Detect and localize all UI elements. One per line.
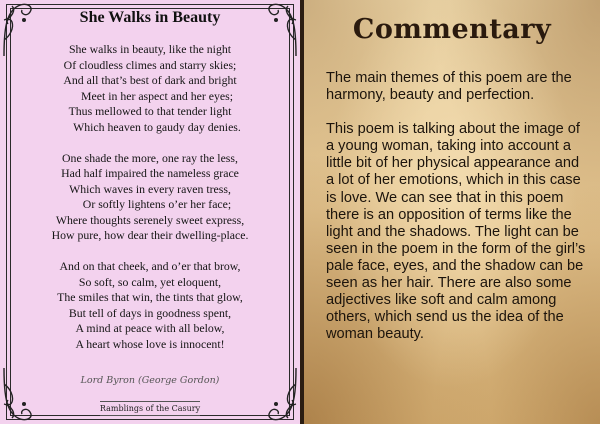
poem-line: A mind at peace with all below, <box>75 321 225 335</box>
poem-body <box>0 42 300 368</box>
poem-line: One shade the more, one ray the less, <box>62 150 238 165</box>
poem-author: Lord Byron (George Gordon) <box>80 375 220 386</box>
poem-line: Where thoughts serenely sweet express, <box>55 212 245 227</box>
ornament-corner-icon <box>260 364 300 424</box>
poem-line: And on that cheek, and o’er that brow, <box>59 259 241 273</box>
publisher-rule-top <box>100 401 200 402</box>
commentary-title: Commentary <box>352 14 552 45</box>
poem-line: Or softly lightens o’er her face; <box>82 197 232 211</box>
poem-line: Which heaven to gaudy day denies. <box>73 119 241 134</box>
poem-line: Had half impaired the nameless grace <box>61 166 239 180</box>
poem-line: Which waves in every raven tress, <box>69 181 231 196</box>
poem-line: A heart whose love is innocent! <box>75 336 225 351</box>
poem-line: Meet in her aspect and her eyes; <box>81 88 233 103</box>
poem-line: But tell of days in goodness spent, <box>68 305 232 320</box>
commentary-text <box>326 70 590 360</box>
poem-line: Thus mellowed to that tender light <box>68 104 232 118</box>
commentary-paragraph: The main themes of this poem are the harmony, beauty and perfection. <box>326 70 572 104</box>
ornament-corner-icon <box>0 364 40 424</box>
poem-line: So soft, so calm, yet eloquent, <box>78 274 222 289</box>
poem-stanza <box>0 259 300 352</box>
publisher-rule-bottom <box>100 415 200 416</box>
poem-line: How pure, how dear their dwelling-place. <box>51 228 249 242</box>
poem-line: She walks in beauty, like the night <box>68 42 232 56</box>
poem-title: She Walks in Beauty <box>79 9 221 26</box>
poem-line: Of cloudless climes and starry skies; <box>63 57 237 72</box>
poem-stanza <box>0 42 300 135</box>
poem-line: And all that’s best of dark and bright <box>63 73 237 87</box>
commentary-panel <box>304 0 600 424</box>
poem-line: The smiles that win, the tints that glow, <box>57 290 243 304</box>
commentary-paragraph: This poem is talking about the image of a young woman, taking into account a little bit of her physical appearance and a lot of her emotions, which in this case is love. We can see that in this poem there is an opposition of terms like the light and the shadows. The light can be seen in the poem in the form of the girl’s pale face, eyes, and the shadow can be seen as her hair. There are also some adjectives like soft and calm among others, which send us the idea of the woman beauty. <box>326 121 586 343</box>
publisher-logo-text: Ramblings of the Casury <box>99 404 201 413</box>
poem-stanza <box>0 151 300 244</box>
